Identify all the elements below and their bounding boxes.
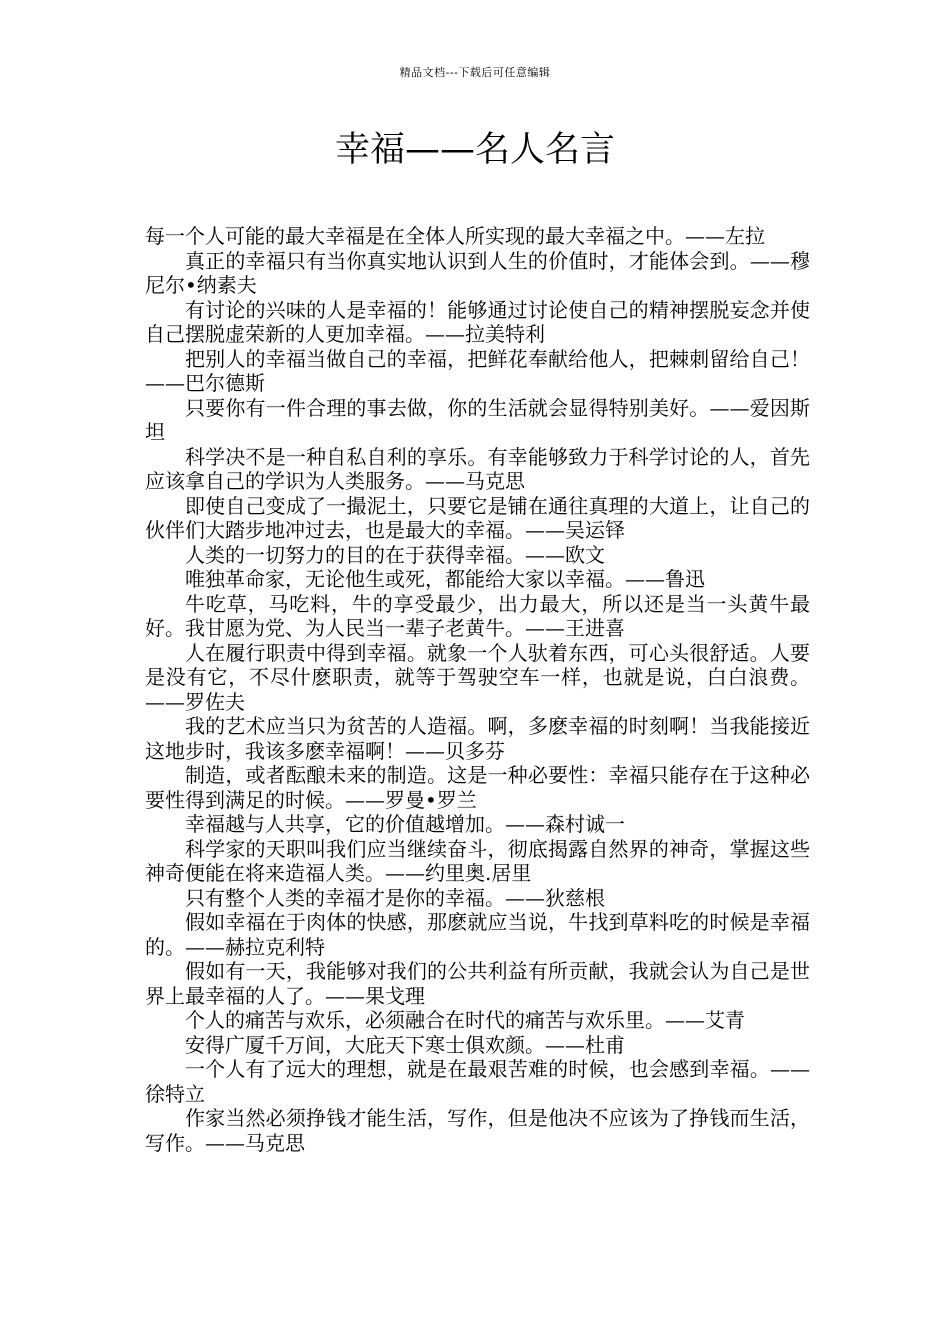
quote-paragraph: 有讨论的兴味的人是幸福的！能够通过讨论使自己的精神摆脱妄念并使自己摆脱虚荣新的人更加幸福。——拉美特利 [145, 297, 810, 346]
quote-paragraph: 唯独革命家，无论他生或死，都能给大家以幸福。——鲁迅 [185, 567, 705, 591]
quote-paragraph: 人在履行职责中得到幸福。就象一个人驮着东西，可心头很舒适。人要是没有它，不尽什麽职责，就等于驾驶空车一样，也就是说，白白浪费。——罗佐夫 [145, 640, 810, 714]
quote-paragraph: 安得广厦千万间，大庇天下寒士俱欢颜。——杜甫 [185, 1032, 625, 1057]
quote-paragraph: 只有整个人类的幸福才是你的幸福。——狄慈根 [185, 885, 605, 910]
quote-paragraph: 一个人有了远大的理想，就是在最艰苦难的时候，也会感到幸福。——徐特立 [145, 1057, 810, 1106]
quote-paragraph: 制造，或者酝酿未来的制造。这是一种必要性：幸福只能存在于这种必要性得到满足的时候。——罗曼•罗兰 [145, 763, 810, 812]
quote-paragraph: 只要你有一件合理的事去做，你的生活就会显得特别美好。——爱因斯坦 [145, 395, 810, 444]
quote-paragraph: 即使自己变成了一撮泥土，只要它是铺在通往真理的大道上，让自己的伙伴们大踏步地冲过去，也是最大的幸福。——吴运铎 [145, 493, 810, 542]
quote-paragraph: 牛吃草，马吃料，牛的享受最少，出力最大，所以还是当一头黄牛最好。我甘愿为党、为人民当一辈子老黄牛。——王进喜 [145, 591, 810, 640]
quote-list [145, 224, 810, 1155]
quote-paragraph: 真正的幸福只有当你真实地认识到人生的价值时，才能体会到。——穆尼尔•纳素夫 [145, 248, 810, 297]
quote-paragraph: 我的艺术应当只为贫苦的人造福。啊，多麽幸福的时刻啊！当我能接近这地步时，我该多麽幸福啊！——贝多芬 [145, 714, 810, 763]
page-title: 幸福——名人名言 [334, 130, 615, 170]
quote-paragraph: 人类的一切努力的目的在于获得幸福。——欧文 [185, 542, 605, 567]
quote-paragraph: 假如幸福在于肉体的快感，那麽就应当说，牛找到草料吃的时候是幸福的。——赫拉克利特 [145, 910, 810, 959]
quote-paragraph: 每一个人可能的最大幸福是在全体人所实现的最大幸福之中。——左拉 [145, 224, 765, 248]
quote-paragraph: 幸福越与人共享，它的价值越增加。——森村诚一 [185, 812, 625, 836]
quote-paragraph: 把别人的幸福当做自己的幸福，把鲜花奉献给他人，把棘刺留给自己！——巴尔德斯 [145, 346, 810, 395]
quote-paragraph: 科学家的天职叫我们应当继续奋斗，彻底揭露自然界的神奇，掌握这些神奇便能在将来造福人类。——约里奥.居里 [145, 836, 810, 885]
quote-paragraph: 作家当然必须挣钱才能生活，写作，但是他决不应该为了挣钱而生活，写作。——马克思 [145, 1106, 810, 1155]
header-note: 精品文档---下载后可任意编辑 [399, 66, 551, 79]
quote-paragraph: 假如有一天，我能够对我们的公共利益有所贡献，我就会认为自己是世界上最幸福的人了。——果戈理 [145, 959, 810, 1008]
quote-paragraph: 科学决不是一种自私自利的享乐。有幸能够致力于科学讨论的人，首先应该拿自己的学识为人类服务。——马克思 [145, 444, 810, 493]
quote-paragraph: 个人的痛苦与欢乐，必须融合在时代的痛苦与欢乐里。——艾青 [185, 1008, 745, 1032]
